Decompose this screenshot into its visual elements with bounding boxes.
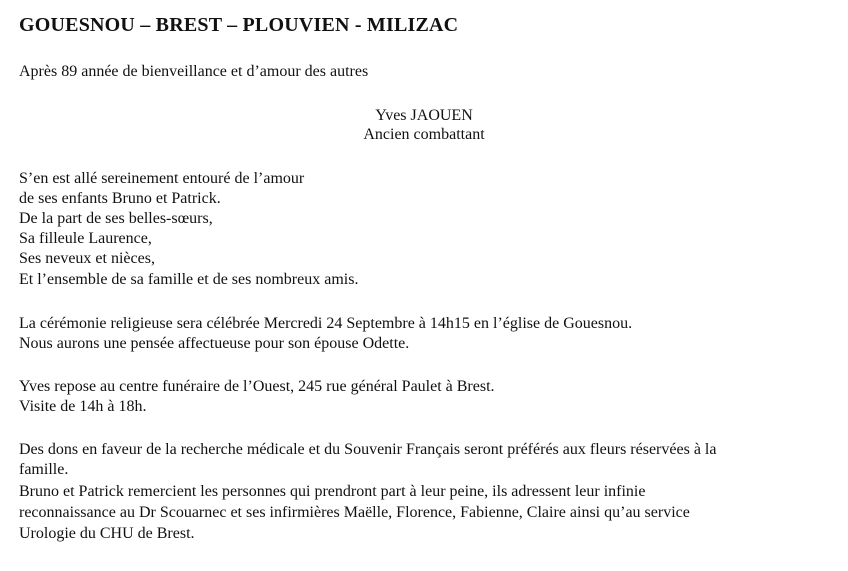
- closing-line: Bruno et Patrick remercient les personnes qui prendront part à leur peine, ils adressent leur infinie: [19, 483, 646, 500]
- closing-line: Des dons en faveur de la recherche médicale et du Souvenir Français seront préférés aux fleurs réservées à la: [19, 441, 717, 458]
- notice-title: GOUESNOU – BREST – PLOUVIEN - MILIZAC: [19, 14, 459, 36]
- family-line: S’en est allé sereinement entouré de l’amour: [19, 170, 305, 187]
- closing-line: reconnaissance au Dr Scouarnec et ses infirmières Maëlle, Florence, Fabienne, Claire ainsi qu’au service: [19, 504, 690, 521]
- family-line: de ses enfants Bruno et Patrick.: [19, 190, 221, 207]
- closing-line: Urologie du CHU de Brest.: [19, 525, 195, 542]
- family-line: Sa filleule Laurence,: [19, 230, 152, 247]
- ceremony-line: Nous aurons une pensée affectueuse pour son épouse Odette.: [19, 335, 410, 352]
- intro-text: Après 89 année de bienveillance et d’amour des autres: [19, 63, 369, 80]
- ceremony-line: La cérémonie religieuse sera célébrée Mercredi 24 Septembre à 14h15 en l’église de Gouesnou.: [19, 315, 633, 332]
- deceased-name: Yves JAOUEN: [375, 107, 473, 124]
- rest-line: Yves repose au centre funéraire de l’Ouest, 245 rue général Paulet à Brest.: [19, 378, 495, 395]
- family-line: Et l’ensemble de sa famille et de ses nombreux amis.: [19, 271, 359, 288]
- deceased-rank: Ancien combattant: [363, 126, 485, 143]
- family-line: Ses neveux et nièces,: [19, 250, 155, 267]
- family-line: De la part de ses belles-sœurs,: [19, 210, 213, 227]
- closing-line: famille.: [19, 461, 69, 478]
- rest-line: Visite de 14h à 18h.: [19, 398, 147, 415]
